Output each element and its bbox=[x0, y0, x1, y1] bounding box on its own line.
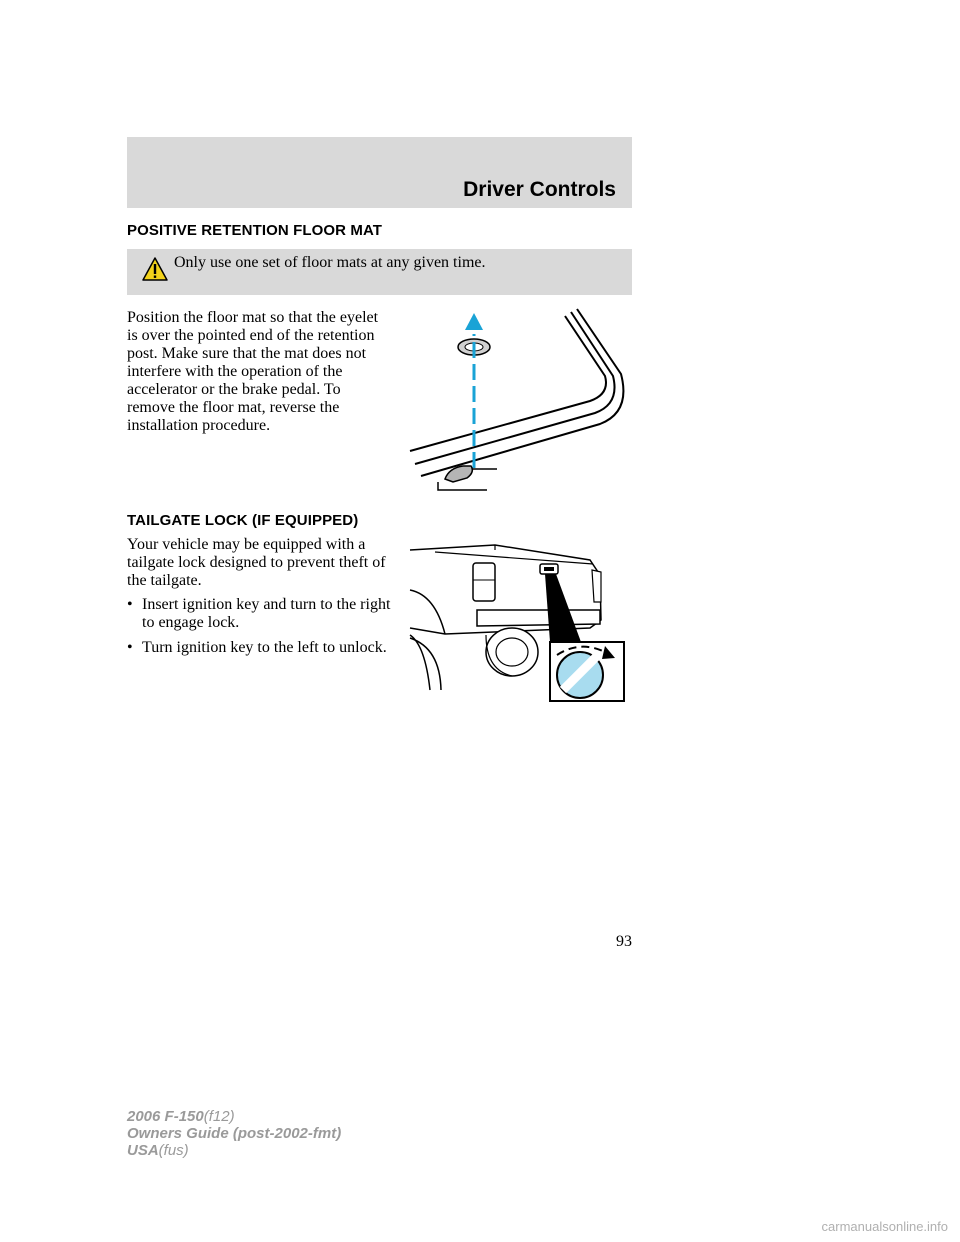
tailgate-instructions bbox=[127, 596, 397, 664]
list-item bbox=[127, 639, 397, 657]
floor-mat-paragraph: Position the floor mat so that the eyelet is over the pointed end of the retention post. Make sure that the mat does not interfere with the operation of the accelerator or the brake pedal. To remove the floor mat, reverse the installation procedure. bbox=[127, 309, 379, 434]
footer-region: USA bbox=[127, 1142, 159, 1159]
footer-guide: Owners Guide (post-2002-fmt) bbox=[127, 1125, 342, 1142]
footer-model: 2006 F-150 bbox=[127, 1108, 204, 1125]
watermark[interactable]: carmanualsonline.info bbox=[821, 1219, 948, 1234]
bullet-text: Turn ignition key to the left to unlock. bbox=[142, 639, 387, 656]
floor-mat-heading: POSITIVE RETENTION FLOOR MAT bbox=[127, 222, 383, 239]
bullet-glyph: • bbox=[127, 639, 133, 656]
bullet-glyph: • bbox=[127, 596, 133, 613]
tailgate-lock-icon bbox=[550, 642, 624, 701]
footer-region-code: (fus) bbox=[158, 1142, 189, 1159]
tailgate-illustration bbox=[405, 540, 635, 705]
tailgate-paragraph: Your vehicle may be equipped with a tailgate lock designed to prevent theft of the tailgate. bbox=[127, 536, 386, 589]
retention-post-icon bbox=[438, 466, 497, 490]
warning-box bbox=[127, 249, 632, 295]
list-item bbox=[127, 596, 397, 632]
tailgate-heading: TAILGATE LOCK (IF EQUIPPED) bbox=[127, 512, 359, 529]
warning-triangle-icon bbox=[142, 257, 168, 281]
floor-mat-illustration bbox=[405, 306, 640, 501]
document-footer bbox=[127, 1108, 341, 1159]
section-title: Driver Controls bbox=[463, 178, 616, 201]
footer-model-code: (f12) bbox=[203, 1108, 235, 1125]
warning-text: Only use one set of floor mats at any given time. bbox=[174, 254, 486, 271]
page-number: 93 bbox=[616, 933, 632, 950]
section-header bbox=[127, 137, 632, 208]
bullet-text: Insert ignition key and turn to the right to engage lock. bbox=[142, 596, 391, 631]
